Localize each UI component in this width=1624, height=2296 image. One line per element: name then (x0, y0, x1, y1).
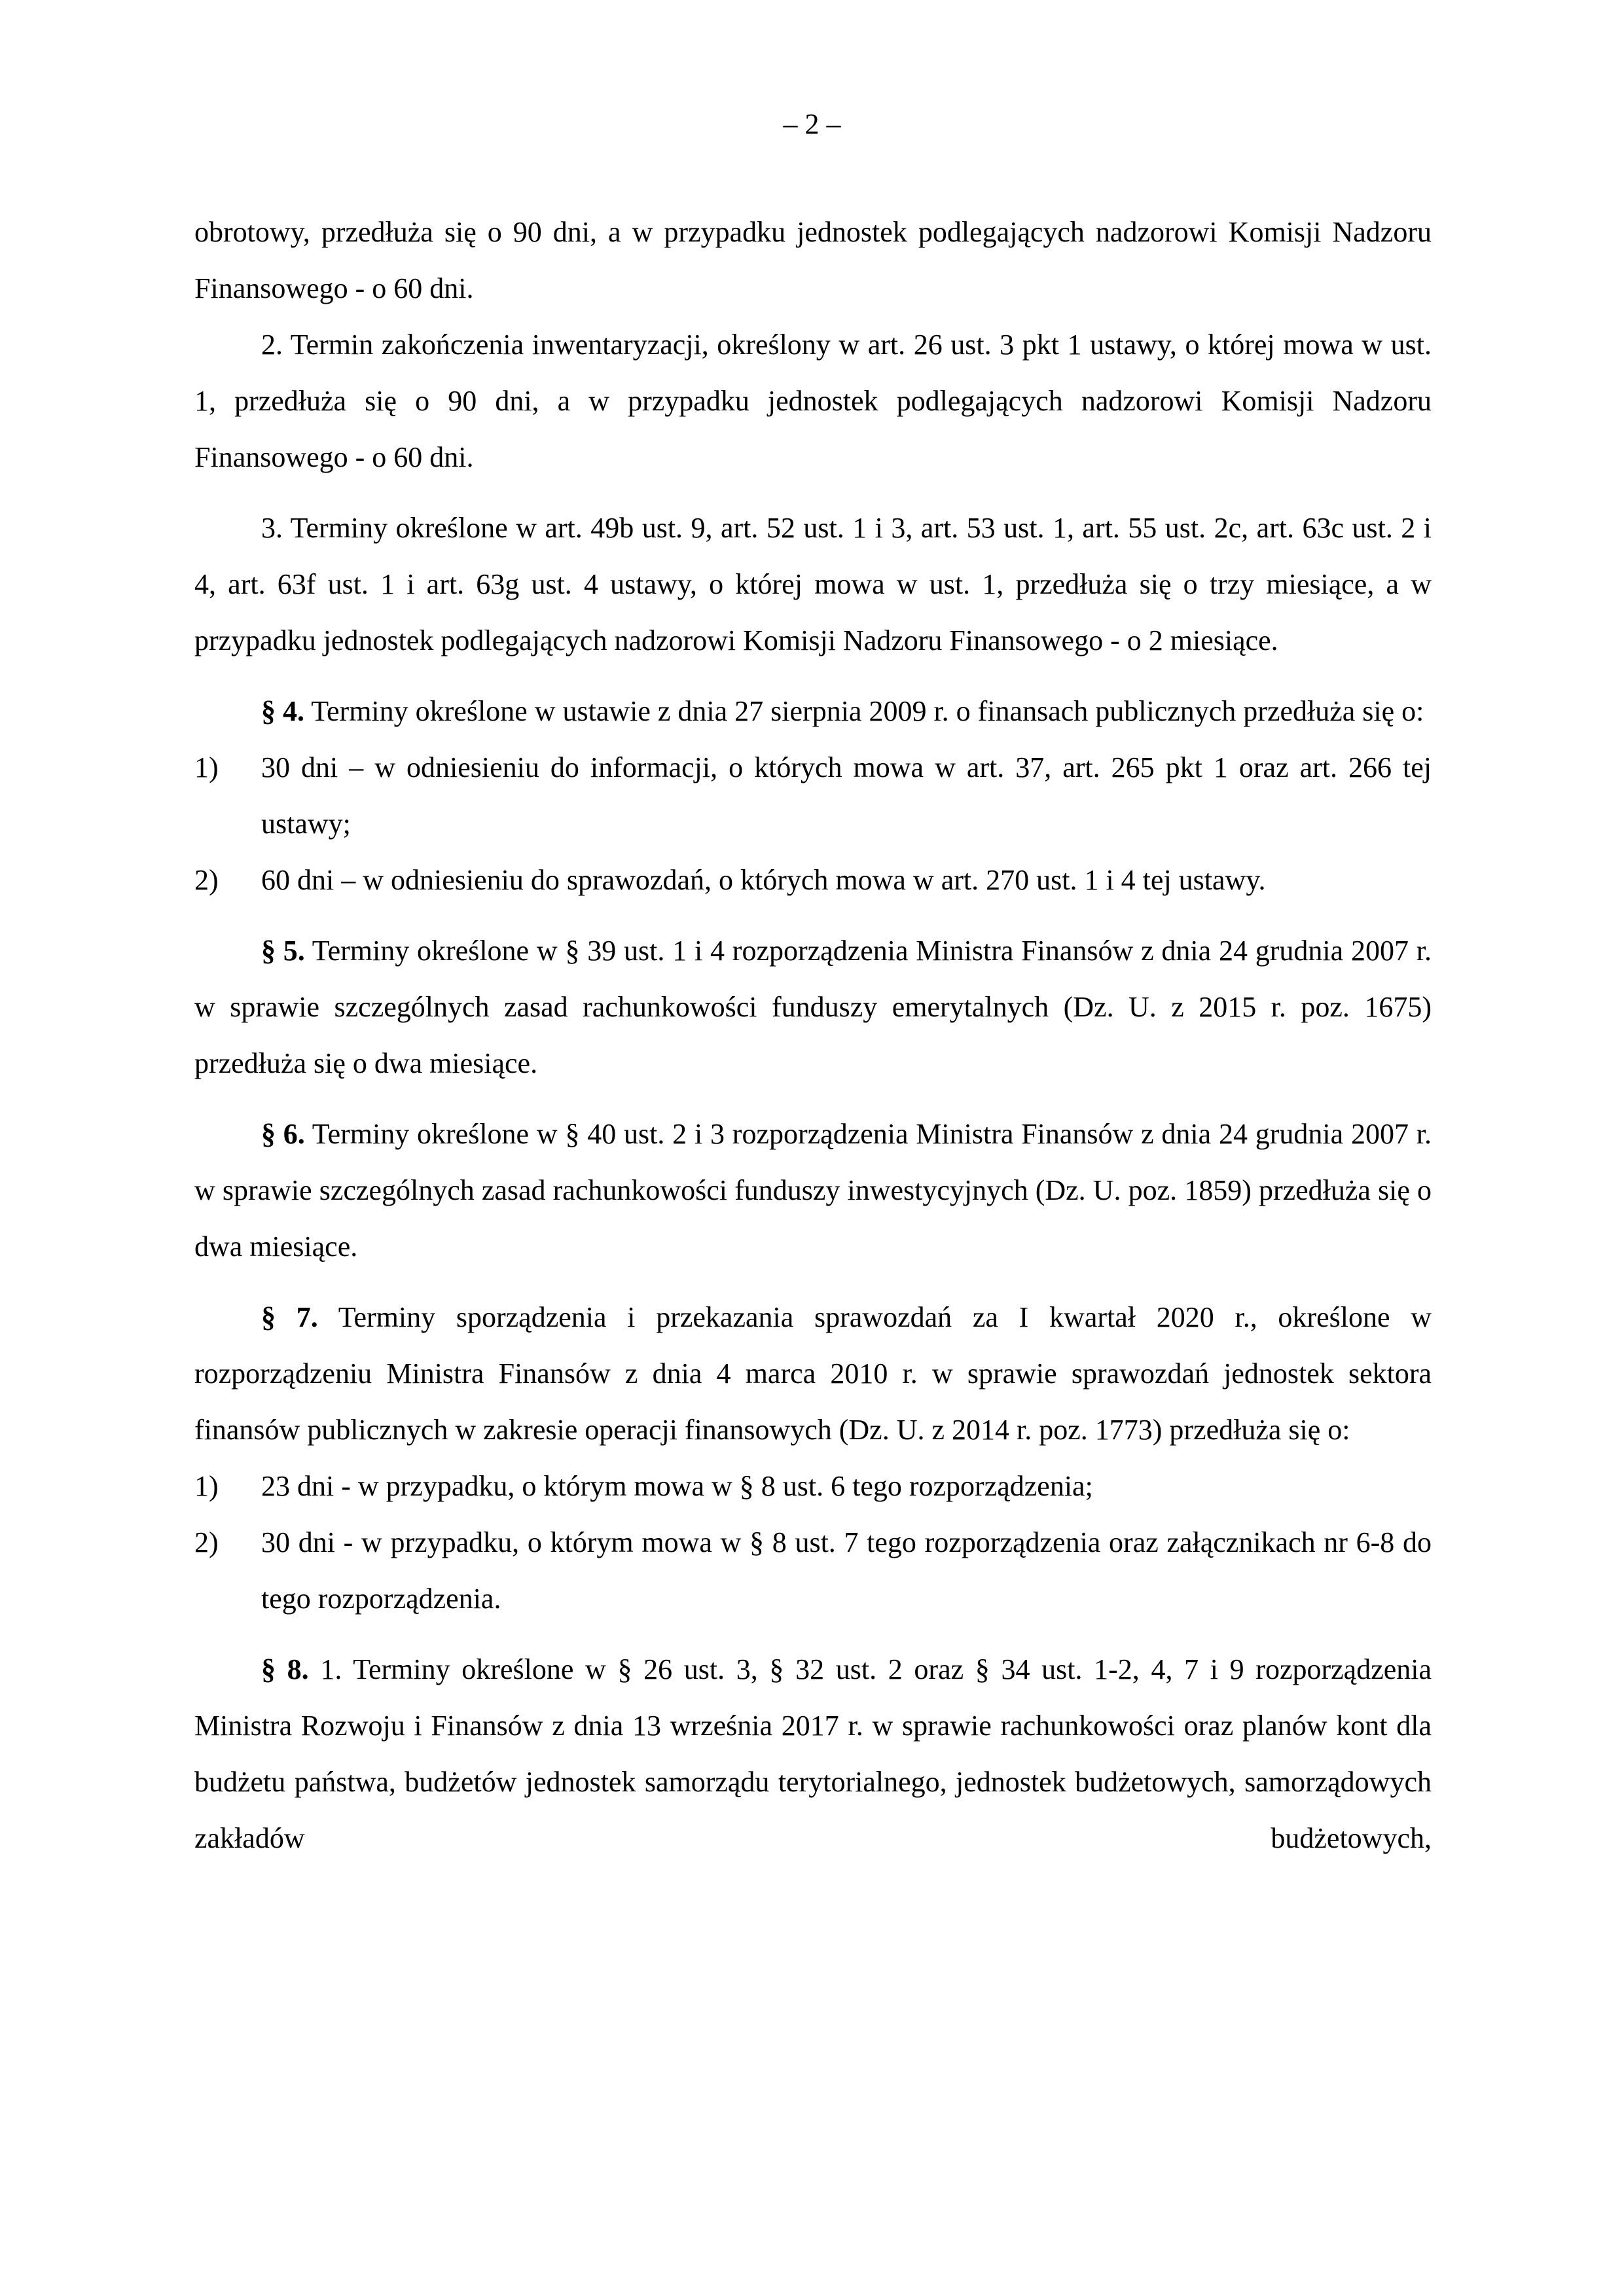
list-item-number: 2) (194, 864, 219, 896)
list-item-number: 1) (194, 1470, 219, 1502)
section-7 (194, 1289, 1432, 1458)
list-item-number: 1) (194, 751, 219, 783)
section-5-text: Terminy określone w § 39 ust. 1 i 4 rozporządzenia Ministra Finansów z dnia 24 grudnia 2007 r. w sprawie szczególnych zasad rachunkowości funduszy emerytalnych (Dz. U. z 2015 r. poz. 1675) przedłuża się o dwa miesiące. (194, 935, 1432, 1079)
list-item-number: 2) (194, 1526, 219, 1558)
section-4-text: Terminy określone w ustawie z dnia 27 sierpnia 2009 r. o finansach publicznych przedłuża się o: (304, 695, 1424, 727)
section-8 (194, 1641, 1432, 1867)
continuation-paragraph: obrotowy, przedłuża się o 90 dni, a w przypadku jednostek podlegających nadzorowi Komisji Nadzoru Finansowego - o 60 dni. (194, 216, 1432, 304)
section-4 (194, 683, 1432, 740)
paragraph-ust-2: 2. Termin zakończenia inwentaryzacji, określony w art. 26 ust. 3 pkt 1 ustawy, o której mowa w ust. 1, przedłuża się o 90 dni, a w przypadku jednostek podlegających nadzorowi Komisji Nadzoru Finansowego - o 60 dni. (194, 329, 1432, 473)
section-7-mark: § 7. (261, 1301, 318, 1333)
list-item-text: 60 dni – w odniesieniu do sprawozdań, o których mowa w art. 270 ust. 1 i 4 tej ustawy. (261, 864, 1266, 896)
list-item-text: 23 dni - w przypadku, o którym mowa w § 8 ust. 6 tego rozporządzenia; (261, 1470, 1093, 1502)
section-4-mark: § 4. (261, 695, 304, 727)
list-item (194, 852, 1432, 908)
section-5-mark: § 5. (261, 935, 305, 967)
list-item (194, 740, 1432, 852)
list-item (194, 1515, 1432, 1627)
section-8-text: 1. Terminy określone w § 26 ust. 3, § 32 ust. 2 oraz § 34 ust. 1-2, 4, 7 i 9 rozporządzenia Ministra Rozwoju i Finansów z dnia 13 września 2017 r. w sprawie rachunkowości oraz planów kont dla budżetu państwa, budżetów jednostek samorządu terytorialnego, jednostek budżetowych, samorządowych zakładów budżetowych, (194, 1653, 1432, 1854)
list-item (194, 1458, 1432, 1515)
page-number: – 2 – (783, 108, 841, 140)
section-8-mark: § 8. (261, 1653, 309, 1685)
section-6 (194, 1106, 1432, 1275)
list-item-text: 30 dni – w odniesieniu do informacji, o których mowa w art. 37, art. 265 pkt 1 oraz art. 266 tej ustawy; (261, 751, 1432, 840)
section-7-text: Terminy sporządzenia i przekazania sprawozdań za I kwartał 2020 r., określone w rozporządzeniu Ministra Finansów z dnia 4 marca 2010 r. w sprawie sprawozdań jednostek sektora finansów publicznych w zakresie operacji finansowych (Dz. U. z 2014 r. poz. 1773) przedłuża się o: (194, 1301, 1432, 1446)
section-4-list (194, 740, 1432, 908)
section-6-mark: § 6. (261, 1118, 305, 1150)
section-5 (194, 923, 1432, 1092)
list-item-text: 30 dni - w przypadku, o którym mowa w § 8 ust. 7 tego rozporządzenia oraz załącznikach nr 6-8 do tego rozporządzenia. (261, 1526, 1432, 1615)
section-6-text: Terminy określone w § 40 ust. 2 i 3 rozporządzenia Ministra Finansów z dnia 24 grudnia 2007 r. w sprawie szczególnych zasad rachunkowości funduszy inwestycyjnych (Dz. U. poz. 1859) przedłuża się o dwa miesiące. (194, 1118, 1432, 1263)
paragraph-ust-3: 3. Terminy określone w art. 49b ust. 9, art. 52 ust. 1 i 3, art. 53 ust. 1, art. 55 ust. 2c, art. 63c ust. 2 i 4, art. 63f ust. 1 i art. 63g ust. 4 ustawy, o której mowa w ust. 1, przedłuża się o trzy miesiące, a w przypadku jednostek podlegających nadzorowi Komisji Nadzoru Finansowego - o 2 miesiące. (194, 512, 1432, 656)
section-7-list (194, 1458, 1432, 1627)
document-body (194, 204, 1432, 1867)
